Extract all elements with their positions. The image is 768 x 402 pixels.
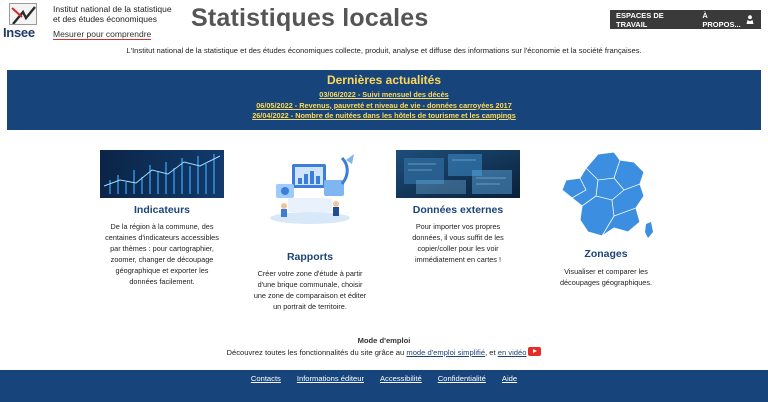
nav-workspace-link[interactable]: ESPACES DE TRAVAIL <box>616 10 664 29</box>
site-header <box>0 0 768 40</box>
footer-link-confidentialite[interactable]: Confidentialité <box>437 374 486 383</box>
rapports-illustration[interactable] <box>262 150 362 226</box>
page-title: Statistiques locales <box>191 4 429 32</box>
indicateurs-image[interactable] <box>100 150 224 198</box>
insee-logo-graphic <box>9 3 37 25</box>
rapports-title[interactable]: Rapports <box>286 251 334 263</box>
mode-emploi-simplifie-link[interactable]: mode d'emploi simplifié <box>406 348 486 357</box>
mode-emploi-text <box>0 347 768 357</box>
donnees-externes-description: Pour importer vos propres données, il vous suffit de les copier/coller pour les voir immédiatement en cartes ! <box>412 222 504 264</box>
mode-emploi-text-middle: , et <box>485 348 498 357</box>
indicateurs-title[interactable]: Indicateurs <box>133 204 191 216</box>
logo-text: Insee <box>3 25 35 40</box>
news-title: Dernières actualités <box>326 73 442 87</box>
site-footer <box>0 370 768 402</box>
footer-link-informations-editeur[interactable]: Informations éditeur <box>296 374 364 383</box>
institution-line-2: et des études économiques <box>53 14 157 24</box>
zonages-map[interactable] <box>558 150 656 244</box>
institution-line-1: Institut national de la statistique <box>53 4 172 14</box>
news-banner <box>7 70 761 130</box>
zonages-description: Visualiser et comparer les découpages géographiques. <box>559 267 653 287</box>
zonages-title[interactable]: Zonages <box>584 248 628 260</box>
mode-emploi-title: Mode d'emploi <box>357 336 411 345</box>
institution-tagline-link[interactable]: Mesurer pour comprendre <box>53 29 152 39</box>
intro-text: L'Institut national de la statistique et des études économiques collecte, produit, analyse et diffuse des informations sur l'économie et la société françaises. <box>126 46 642 55</box>
user-icon[interactable] <box>746 15 754 24</box>
news-item[interactable]: 03/06/2022 - Suivi mensuel des décès <box>319 90 449 99</box>
youtube-icon[interactable] <box>528 347 541 356</box>
video-link[interactable]: en vidéo <box>497 348 527 357</box>
footer-link-contacts[interactable]: Contacts <box>250 374 281 383</box>
news-item[interactable]: 06/05/2022 - Revenus, pauvreté et niveau de vie - données carroyées 2017 <box>256 100 512 110</box>
rapports-description: Créer votre zone d'étude à partir d'une brique communale, choisir une zone de comparaison et éditer un portrait de territoire. <box>253 269 367 311</box>
mode-emploi-text-before: Découvrez toutes les fonctionnalités du site grâce au <box>226 348 407 357</box>
institution-name <box>53 4 172 24</box>
footer-link-aide[interactable]: Aide <box>501 374 518 383</box>
news-item[interactable]: 26/04/2022 - Nombre de nuitées dans les hôtels de tourisme et les campings <box>252 111 516 120</box>
donnees-externes-image[interactable] <box>396 150 520 198</box>
donnees-externes-title[interactable]: Données externes <box>412 204 504 216</box>
footer-link-accessibilite[interactable]: Accessibilité <box>379 374 422 383</box>
nav-about-link[interactable]: À PROPOS... <box>702 10 741 29</box>
footer-links <box>0 374 768 383</box>
insee-logo[interactable] <box>3 3 43 39</box>
top-navigation <box>610 10 761 29</box>
indicateurs-description: De la région à la commune, des centaines d'indicateurs accessibles par thèmes : pour cartographier, zoomer, changer de découpage géographique et exporter les données facilement. <box>105 222 219 286</box>
